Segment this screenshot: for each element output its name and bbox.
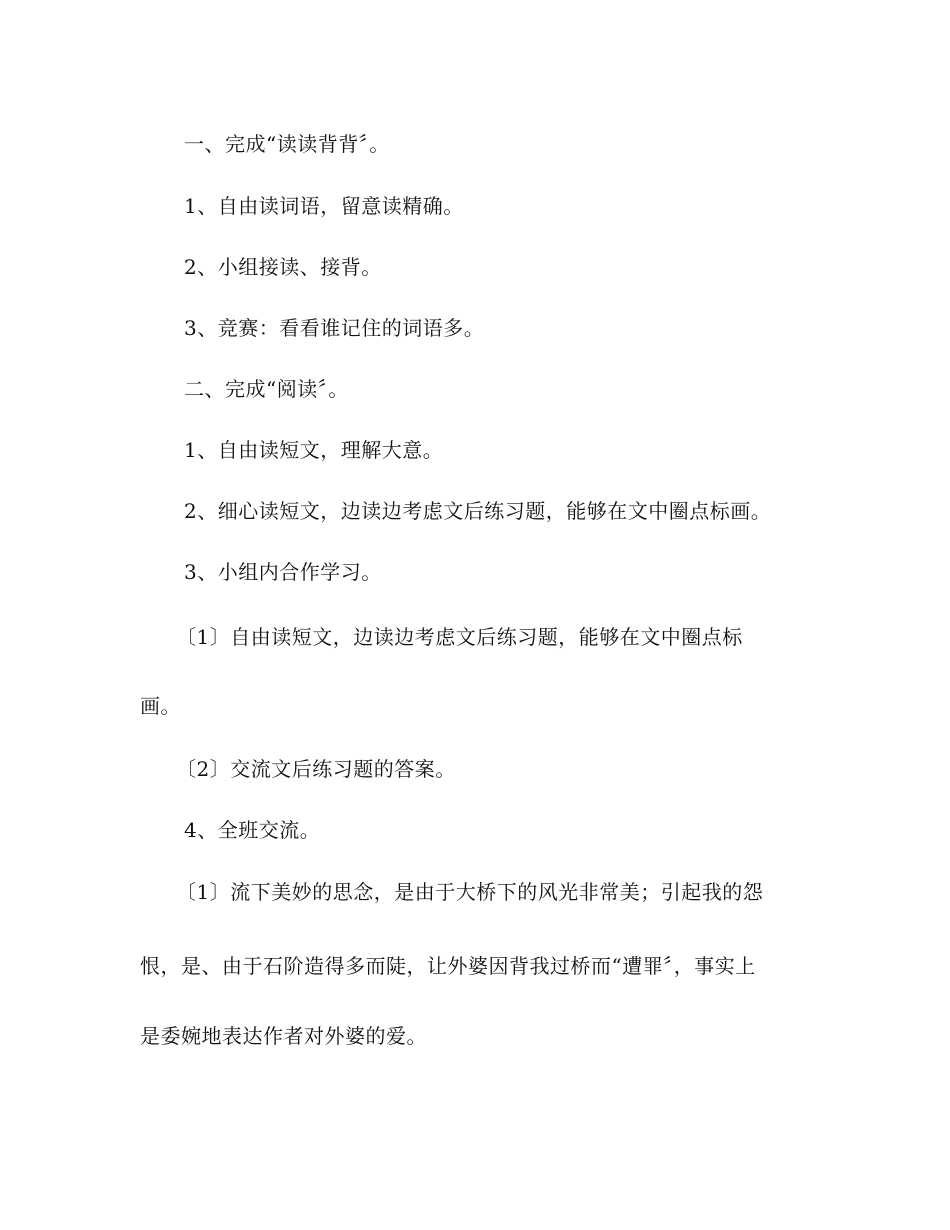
sub-item-continuation: 画。 (140, 694, 181, 718)
sub-item: 〔1〕流下美妙的思念，是由于大桥下的风光非常美；引起我的怨 (176, 880, 764, 904)
sub-item-continuation: 恨，是、由于石阶造得多而陡，让外婆因背我过桥而“遭罪〞，事实上 (140, 954, 756, 978)
sub-item: 〔2〕交流文后练习题的答案。 (176, 757, 456, 781)
list-item: 3、竞赛：看看谁记住的词语多。 (184, 316, 485, 340)
section-heading-2: 二、完成“阅读〞。 (184, 377, 349, 401)
list-item: 1、自由读短文，理解大意。 (184, 438, 444, 462)
list-item: 3、小组内合作学习。 (184, 560, 382, 584)
sub-item: 〔1〕自由读短文，边读边考虑文后练习题，能够在文中圈点标 (176, 625, 743, 649)
list-item: 2、细心读短文，边读边考虑文后练习题，能够在文中圈点标画。 (184, 499, 772, 523)
section-heading-1: 一、完成“读读背背〞。 (184, 132, 390, 156)
list-item: 2、小组接读、接背。 (184, 255, 382, 279)
list-item: 1、自由读词语，留意读精确。 (184, 194, 464, 218)
list-item: 4、全班交流。 (184, 818, 321, 842)
sub-item-continuation: 是委婉地表达作者对外婆的爱。 (140, 1024, 427, 1048)
